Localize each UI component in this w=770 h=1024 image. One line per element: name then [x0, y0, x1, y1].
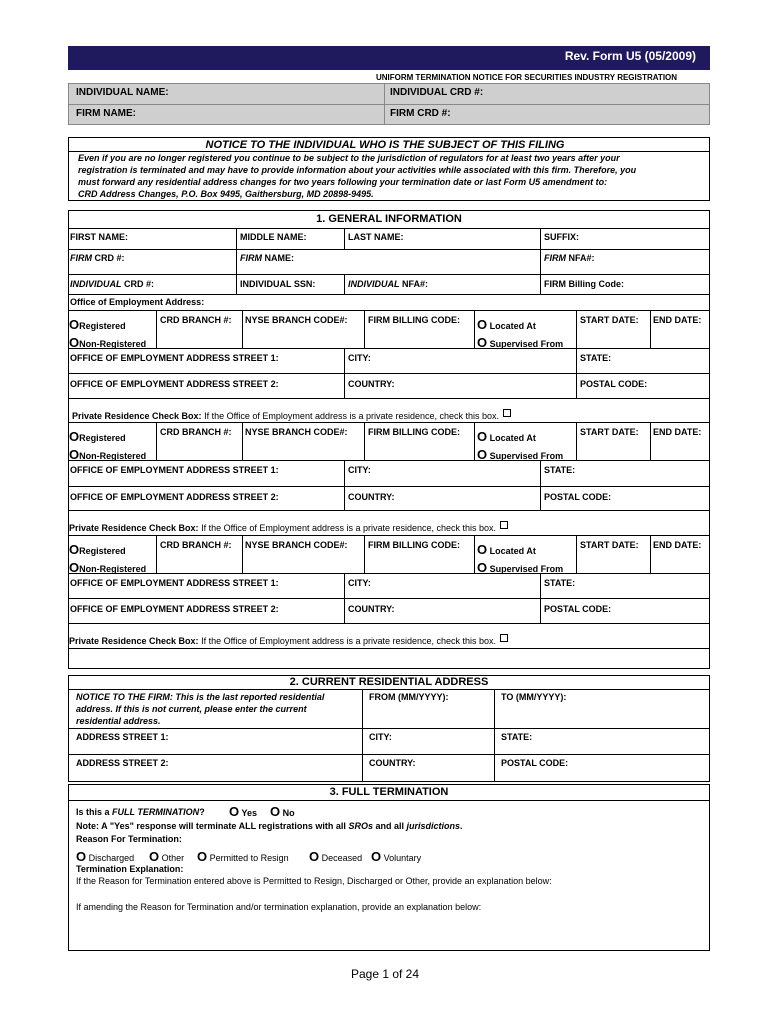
office-country-field[interactable]: COUNTRY: [348, 492, 395, 502]
start-date-field[interactable]: START DATE: [580, 540, 639, 550]
supervised-from-radio[interactable]: O Supervised From [477, 447, 564, 462]
located-at-radio[interactable]: O Located At [477, 317, 536, 332]
residential-notice-line: residential address. [76, 716, 161, 726]
termination-explanation-input[interactable] [76, 888, 702, 900]
crd-branch-field[interactable]: CRD BRANCH #: [160, 315, 232, 325]
full-termination-title: 3. FULL TERMINATION [329, 786, 449, 798]
general-information-title: 1. GENERAL INFORMATION [316, 213, 462, 225]
termination-explanation-label: Termination Explanation: [76, 864, 184, 874]
individual-crd-field[interactable]: INDIVIDUAL CRD #: [390, 87, 484, 98]
reason-deceased-radio[interactable]: O Deceased [309, 849, 363, 864]
page-number: Page 1 of 24 [350, 967, 420, 981]
termination-note: Note: A "Yes" response will terminate ALL registrations with all SROs and all jurisdictions. [76, 821, 463, 831]
located-at-radio[interactable]: O Located At [477, 542, 536, 557]
residential-street-1-field[interactable]: ADDRESS STREET 1: [76, 732, 169, 742]
private-residence-checkbox-row: Private Residence Check Box: If the Office of Employment address is a private residence, check this box. [72, 409, 511, 422]
registered-radio[interactable]: ORegistered [69, 317, 126, 332]
first-name-field[interactable]: FIRST NAME: [70, 232, 128, 242]
office-street-2-field[interactable]: OFFICE OF EMPLOYMENT ADDRESS STREET 2: [70, 604, 279, 614]
end-date-field[interactable]: END DATE: [653, 540, 702, 550]
individual-nfa-field[interactable]: INDIVIDUAL NFA#: [348, 279, 429, 289]
registered-radio[interactable]: ORegistered [69, 429, 126, 444]
reason-voluntary-radio[interactable]: O Voluntary [371, 849, 422, 864]
individual-name-field[interactable]: INDIVIDUAL NAME: [76, 87, 169, 98]
residential-notice-line: address. If this is not current, please enter the current [76, 704, 307, 714]
residential-address-title: 2. CURRENT RESIDENTIAL ADDRESS [289, 676, 489, 688]
notice-title: NOTICE TO THE INDIVIDUAL WHO IS THE SUBJECT OF THIS FILING [205, 139, 565, 151]
end-date-field[interactable]: END DATE: [653, 427, 702, 437]
firm-billing-code-field[interactable]: FIRM Billing Code: [544, 279, 624, 289]
last-name-field[interactable]: LAST NAME: [348, 232, 404, 242]
middle-name-field[interactable]: MIDDLE NAME: [240, 232, 307, 242]
residential-city-field[interactable]: CITY: [369, 732, 392, 742]
nyse-branch-code-field[interactable]: NYSE BRANCH CODE#: [245, 540, 348, 550]
notice-line: registration is terminated and may have to provide information about your activities while associated with this firm. Therefore, you [78, 165, 637, 175]
firm-nfa-field[interactable]: FIRM NFA#: [544, 253, 595, 263]
firm-crd-number-field[interactable]: FIRM CRD #: [70, 253, 125, 263]
office-city-field[interactable]: CITY: [348, 353, 371, 363]
termination-no-radio[interactable]: O No [270, 804, 295, 819]
residential-postal-code-field[interactable]: POSTAL CODE: [501, 758, 569, 768]
office-country-field[interactable]: COUNTRY: [348, 379, 395, 389]
office-street-1-field[interactable]: OFFICE OF EMPLOYMENT ADDRESS STREET 1: [70, 353, 279, 363]
firm-billing-code-office-field[interactable]: FIRM BILLING CODE: [368, 540, 460, 550]
notice-line: Even if you are no longer registered you continue to be subject to the jurisdiction of regulators for at least two years after your [78, 153, 620, 163]
registered-radio[interactable]: ORegistered [69, 542, 126, 557]
reason-permitted-to-resign-radio[interactable]: O Permitted to Resign [197, 849, 289, 864]
termination-explanation-instructions: If the Reason for Termination entered above is Permitted to Resign, Discharged or Other, provide an explanation below: [76, 876, 552, 886]
office-state-field[interactable]: STATE: [544, 578, 576, 588]
amend-explanation-instructions: If amending the Reason for Termination and/or termination explanation, provide an explanation below: [76, 902, 482, 912]
located-at-radio[interactable]: O Located At [477, 429, 536, 444]
private-residence-checkbox[interactable] [503, 409, 511, 417]
residential-notice-line: NOTICE TO THE FIRM: This is the last reported residential [76, 692, 325, 702]
start-date-field[interactable]: START DATE: [580, 315, 639, 325]
private-residence-checkbox[interactable] [500, 521, 508, 529]
residential-from-field[interactable]: FROM (MM/YYYY): [369, 692, 449, 702]
suffix-field[interactable]: SUFFIX: [544, 232, 579, 242]
reason-for-termination-label: Reason For Termination: [76, 834, 182, 844]
notice-line: CRD Address Changes, P.O. Box 9495, Gaithersburg, MD 20898-9495. [78, 189, 374, 199]
form-revision: Rev. Form U5 (05/2009) [564, 49, 696, 63]
nyse-branch-code-field[interactable]: NYSE BRANCH CODE#: [245, 315, 348, 325]
header-bar [68, 46, 710, 70]
supervised-from-radio[interactable]: O Supervised From [477, 560, 564, 575]
crd-branch-field[interactable]: CRD BRANCH #: [160, 540, 232, 550]
office-street-1-field[interactable]: OFFICE OF EMPLOYMENT ADDRESS STREET 1: [70, 465, 279, 475]
firm-billing-code-office-field[interactable]: FIRM BILLING CODE: [368, 427, 460, 437]
end-date-field[interactable]: END DATE: [653, 315, 702, 325]
firm-name-input[interactable]: FIRM NAME: [240, 253, 294, 263]
non-registered-radio[interactable]: ONon-Registered [69, 560, 147, 575]
residential-state-field[interactable]: STATE: [501, 732, 533, 742]
start-date-field[interactable]: START DATE: [580, 427, 639, 437]
office-state-field[interactable]: STATE: [544, 465, 576, 475]
office-of-employment-label: Office of Employment Address: [70, 297, 205, 307]
office-postal-code-field[interactable]: POSTAL CODE: [544, 604, 612, 614]
office-street-1-field[interactable]: OFFICE OF EMPLOYMENT ADDRESS STREET 1: [70, 578, 279, 588]
private-residence-checkbox-row: Private Residence Check Box: If the Office of Employment address is a private residence, check this box. [69, 634, 508, 647]
notice-line: must forward any residential address changes for two years following your termination date or last Form U5 amendment to: [78, 177, 608, 187]
office-city-field[interactable]: CITY: [348, 465, 371, 475]
office-country-field[interactable]: COUNTRY: [348, 604, 395, 614]
residential-country-field[interactable]: COUNTRY: [369, 758, 416, 768]
office-city-field[interactable]: CITY: [348, 578, 371, 588]
office-postal-code-field[interactable]: POSTAL CODE: [544, 492, 612, 502]
supervised-from-radio[interactable]: O Supervised From [477, 335, 564, 350]
individual-ssn-field[interactable]: INDIVIDUAL SSN: [240, 279, 316, 289]
office-postal-code-field[interactable]: POSTAL CODE: [580, 379, 648, 389]
office-street-2-field[interactable]: OFFICE OF EMPLOYMENT ADDRESS STREET 2: [70, 492, 279, 502]
office-street-2-field[interactable]: OFFICE OF EMPLOYMENT ADDRESS STREET 2: [70, 379, 279, 389]
form-subtitle: UNIFORM TERMINATION NOTICE FOR SECURITIES INDUSTRY REGISTRATION [376, 73, 678, 82]
private-residence-checkbox-row: Private Residence Check Box: If the Office of Employment address is a private residence, check this box. [69, 521, 508, 534]
residential-to-field[interactable]: TO (MM/YYYY): [501, 692, 567, 702]
non-registered-radio[interactable]: ONon-Registered [69, 335, 147, 350]
nyse-branch-code-field[interactable]: NYSE BRANCH CODE#: [245, 427, 348, 437]
full-termination-question: Is this a FULL TERMINATION? [76, 807, 205, 817]
office-state-field[interactable]: STATE: [580, 353, 612, 363]
reason-discharged-radio[interactable]: O Discharged [76, 849, 135, 864]
private-residence-checkbox[interactable] [500, 634, 508, 642]
termination-yes-radio[interactable]: O Yes [229, 804, 257, 819]
crd-branch-field[interactable]: CRD BRANCH #: [160, 427, 232, 437]
firm-crd-field[interactable]: FIRM CRD #: [390, 108, 451, 119]
amend-explanation-input[interactable] [76, 915, 702, 947]
residential-street-2-field[interactable]: ADDRESS STREET 2: [76, 758, 169, 768]
non-registered-radio[interactable]: ONon-Registered [69, 447, 147, 462]
firm-name-field[interactable]: FIRM NAME: [76, 108, 136, 119]
individual-crd-number-field[interactable]: INDIVIDUAL CRD #: [70, 279, 155, 289]
firm-billing-code-office-field[interactable]: FIRM BILLING CODE: [368, 315, 460, 325]
reason-other-radio[interactable]: O Other [149, 849, 185, 864]
